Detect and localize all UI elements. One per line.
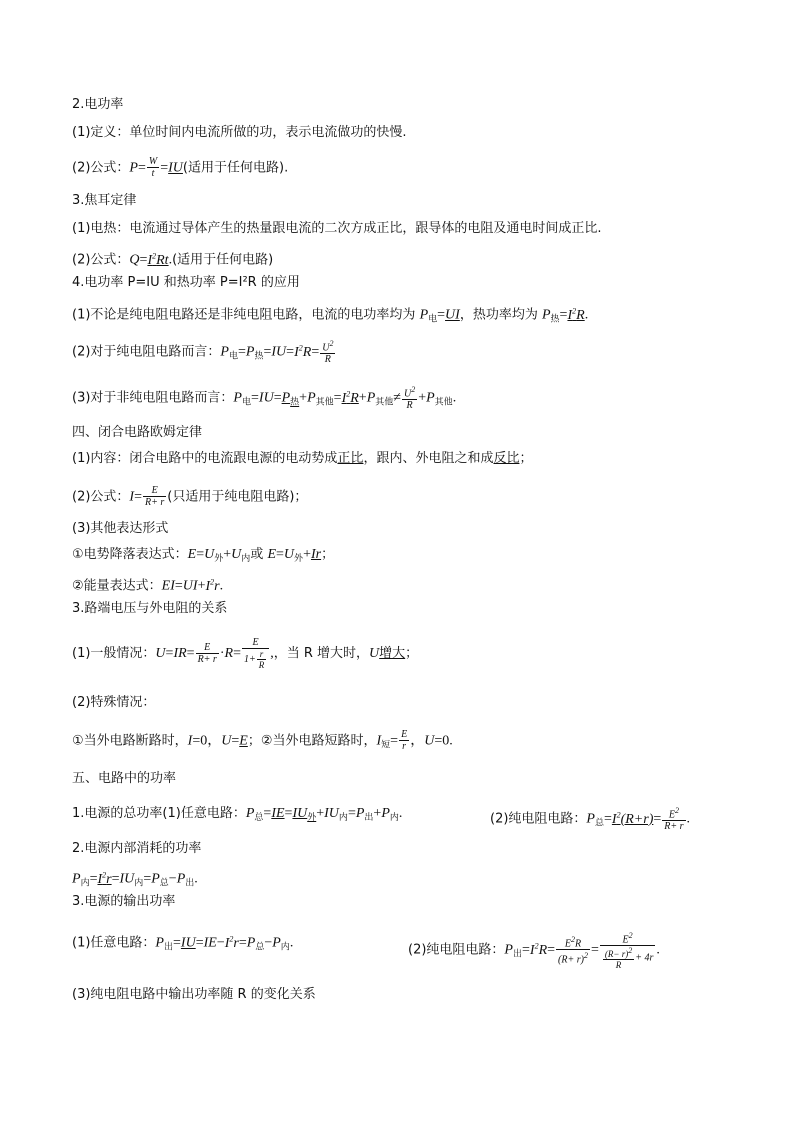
heading-power-application: 4.电功率 P=IU 和热功率 P=I²R 的应用	[72, 275, 300, 290]
definition-text: (1)定义：单位时间内电流所做的功，表示电流做功的快慢.	[72, 125, 407, 140]
w-over-t-fraction: $\frac{W}{t}$	[148, 156, 158, 179]
heading-circuit-power: 五、电路中的功率	[72, 771, 177, 786]
internal-power-formula: $P_内=I^2r=IU_内=P_总-P_出$.	[72, 870, 198, 889]
open-short-circuit-line: ①当外电路断路时，I=0，U=E；②当外电路短路时，$I_短=$ $\frac{E}{r}$ ，U=0.	[72, 729, 453, 752]
e-over-rr-fraction-2: $\frac{E}{R+ r}$	[197, 641, 217, 665]
energy-expression-line: ②能量表达式：$EI=UI+I^2r$.	[72, 577, 224, 594]
other-forms-heading: (3)其他表达形式	[72, 521, 169, 536]
u2-over-r-fraction-2: $\frac{U^2}{R}$	[403, 385, 416, 412]
heading-internal-power: 2.电源内部消耗的功率	[72, 841, 202, 856]
non-pure-resistance-line: (3)对于非纯电阻电路而言：$P_电=IU=P_热+P_{其他}=I^2R+P_{其他}\ne$ $\frac{U^2}{R}$ $+P_{其他}$.	[72, 385, 457, 412]
special-case-heading: (2)特殊情况：	[72, 695, 156, 710]
heading-joule-law: 3.焦耳定律	[72, 193, 137, 208]
output-power-variation-heading: (3)纯电阻电路中输出功率随 R 的变化关系	[72, 987, 316, 1002]
power-formula-line: (2)公式：P= $\frac{W}{t}$ =IU(适用于任何电路).	[72, 156, 289, 179]
ohm-content-line: (1)内容：闭合电路中的电流跟电源的电动势成正比，跟内、外电阻之和成反比；	[72, 451, 533, 466]
joule-heat-line: (1)电热：电流通过导体产生的热量跟电流的二次方成正比，跟导体的电阻及通电时间成正比.	[72, 221, 602, 236]
e2-over-rr-fraction: $\frac{E^2}{R+ r}$	[664, 806, 684, 833]
heading-ohm-law: 四、闭合电路欧姆定律	[72, 425, 203, 440]
total-power-line: 1.电源的总功率(1)任意电路：$P_总=IE=IU_外+IU_内=P_出+P_内$.	[72, 806, 403, 823]
output-power-pure-line: (2)纯电阻电路：$P_出=I^2R=$ $\frac{E^2R}{(R+ r)^2}$ = $E^2$ $\frac{(R- r)^2}{R}$ + 4r .	[408, 931, 660, 971]
compound-fraction: E 1+ $\frac{r}{R}$	[242, 637, 269, 670]
ohm-formula-line: (2)公式：I= $\frac{E}{R+ r}$ (只适用于纯电阻电路)；	[72, 485, 308, 508]
output-fraction-2: $E^2$ $\frac{(R- r)^2}{R}$ + 4r	[600, 930, 655, 970]
pure-resistance-line: (2)对于纯电阻电路而言：$P_电=P_热=IU=I^2R=$ $\frac{U^2}{R}$	[72, 339, 334, 366]
e-over-r-fraction: $\frac{E}{r}$	[401, 729, 408, 752]
heading-terminal-voltage: 3.路端电压与外电阻的关系	[72, 601, 228, 616]
heading-electric-power: 2.电功率	[72, 97, 124, 112]
general-case-line: (1)一般情况：U=IR= $\frac{E}{R+ r}$ ·R= E 1+ $\frac{r}{R}$ ,，当 R 增大时，U增大；	[72, 637, 419, 670]
output-fraction-1: $\frac{E^2R}{(R+ r)^2}$	[558, 934, 588, 966]
e-over-rr-fraction: $\frac{E}{R+ r}$	[145, 485, 165, 508]
potential-drop-line: ①电势降落表达式：$E=U_外+U_内$或 $E=U_外+Ir$；	[72, 547, 335, 564]
heading-output-power: 3.电源的输出功率	[72, 894, 176, 909]
total-power-pure-line: (2)纯电阻电路：$P_总=I^2(R+r)=$ $\frac{E^2}{R+ r}$ .	[490, 806, 691, 833]
u2-over-r-fraction: $\frac{U^2}{R}$	[322, 339, 334, 366]
power-general-line: (1)不论是纯电阻电路还是非纯电阻电路，电流的电功率均为 $P_电=UI$，热功率均为 $P_热=I^2R$.	[72, 306, 589, 325]
output-power-any-line: (1)任意电路：$P_出=IU=IE-I^2r=P_总-P_内$.	[72, 934, 294, 953]
joule-formula-line: (2)公式：$Q=I^2Rt$.(适用于任何电路)	[72, 251, 274, 268]
definition-line	[72, 124, 407, 142]
